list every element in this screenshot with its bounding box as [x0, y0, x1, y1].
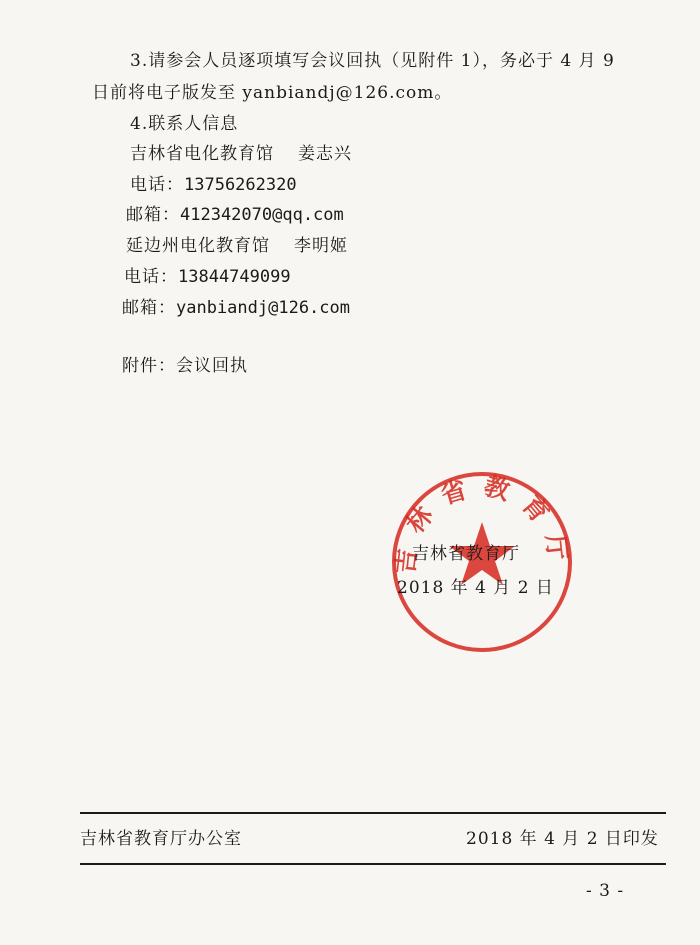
- contact-1-email: 412342070@qq.com: [180, 205, 344, 225]
- contact-2-email: yanbiandj@126.com: [176, 298, 350, 318]
- contact-2-org-line: [126, 235, 348, 257]
- contact-1-name: 姜志兴: [298, 144, 352, 164]
- item-3-line-1: 3.请参会人员逐项填写会议回执（见附件 1），务必于 4 月 9: [130, 51, 615, 71]
- contact-2-phone-line: [124, 266, 291, 288]
- attachment-line: [122, 355, 248, 377]
- contact-2-email-label: 邮箱：: [122, 298, 176, 318]
- attachment-label: 附件：: [122, 356, 176, 376]
- footer-issue-date: 2018 年 4 月 2 日印发: [466, 829, 659, 849]
- item-3-line-2: 日前将电子版发至 yanbiandj@126.com。: [92, 83, 453, 103]
- contact-2-name: 李明姬: [294, 236, 348, 256]
- contact-1-org-line: [130, 143, 352, 165]
- contact-1-org: 吉林省电化教育馆: [130, 144, 274, 164]
- contact-1-phone: 13756262320: [184, 175, 297, 195]
- page-number: - 3 -: [586, 881, 625, 901]
- attachment-value: 会议回执: [176, 356, 248, 376]
- footer-office: 吉林省教育厅办公室: [80, 829, 242, 849]
- contact-1-phone-line: [130, 174, 297, 196]
- contact-2-phone-label: 电话：: [124, 267, 178, 287]
- contact-2-email-line: [122, 297, 350, 319]
- contact-1-email-label: 邮箱：: [126, 205, 180, 225]
- footer-top-rule: [80, 812, 666, 814]
- contact-2-org: 延边州电化教育馆: [126, 236, 270, 256]
- seal-text: 吉林省教育厅: [390, 470, 574, 576]
- footer-bottom-rule: [80, 863, 666, 865]
- signature-issuer: 吉林省教育厅: [412, 544, 520, 564]
- contact-2-phone: 13844749099: [178, 267, 291, 287]
- contact-1-phone-label: 电话：: [130, 175, 184, 195]
- signature-date: 2018 年 4 月 2 日: [397, 578, 554, 598]
- item-4-heading: 4.联系人信息: [130, 114, 239, 134]
- contact-1-email-line: [126, 204, 344, 226]
